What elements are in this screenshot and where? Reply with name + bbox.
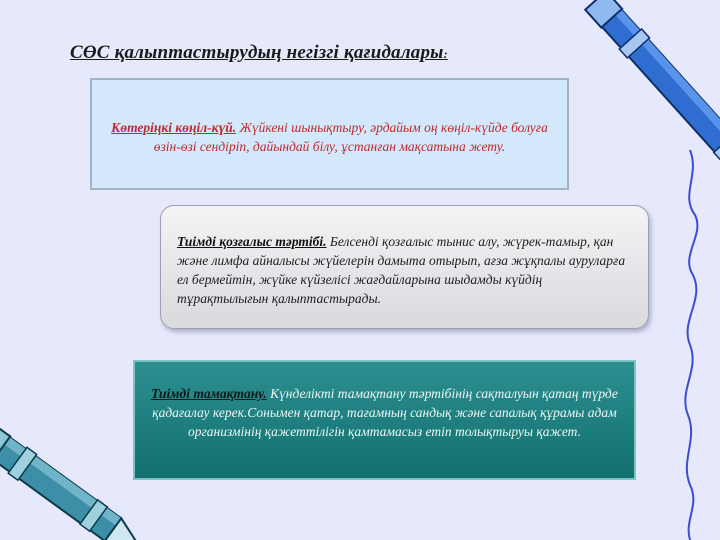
squiggle-line-icon (685, 150, 697, 540)
card-body: Күнделікті тамақтану тәртібінің сақталуын қатаң түрде қадағалау керек.Сонымен қатар, тағамның сандық және сапалық құрамы адам организмінің қажеттілігін қамтамасыз етіп толықтыруы қажет. (152, 386, 618, 439)
title-text: СӨС қалыптастырудың негізгі қағидалары (70, 42, 444, 63)
card-heading: Тиімді тамақтану. (151, 386, 267, 401)
page-title (70, 42, 448, 64)
card-nutrition (133, 360, 636, 480)
pencil-icon (0, 423, 152, 540)
card-positive-mood (90, 78, 569, 190)
pencil-icon (584, 0, 720, 205)
card-movement-regime (160, 205, 649, 329)
card-heading: Тиімді қозғалыс тәртібі. (177, 234, 327, 249)
card-body: Белсенді қозғалыс тынис алу, жүрек-тамыр, қан және лимфа айналысы жүйелерін дамыта отырып, ағза жұқпалы ауруларға ел бермейтін, жүйке күйзелісі жағдайларына шыдамды күйдің тұрақтылығын қалыптастырады. (177, 234, 626, 306)
title-punct: : (443, 47, 448, 61)
card-heading: Көтеріңкі көңіл-күй. (111, 120, 237, 135)
card-body: Жүйкені шынықтыру, әрдайым оң көңіл-күйде болуға өзін-өзі сендіріп, дайындай білу, ұстанған мақсатына жету. (153, 120, 548, 154)
